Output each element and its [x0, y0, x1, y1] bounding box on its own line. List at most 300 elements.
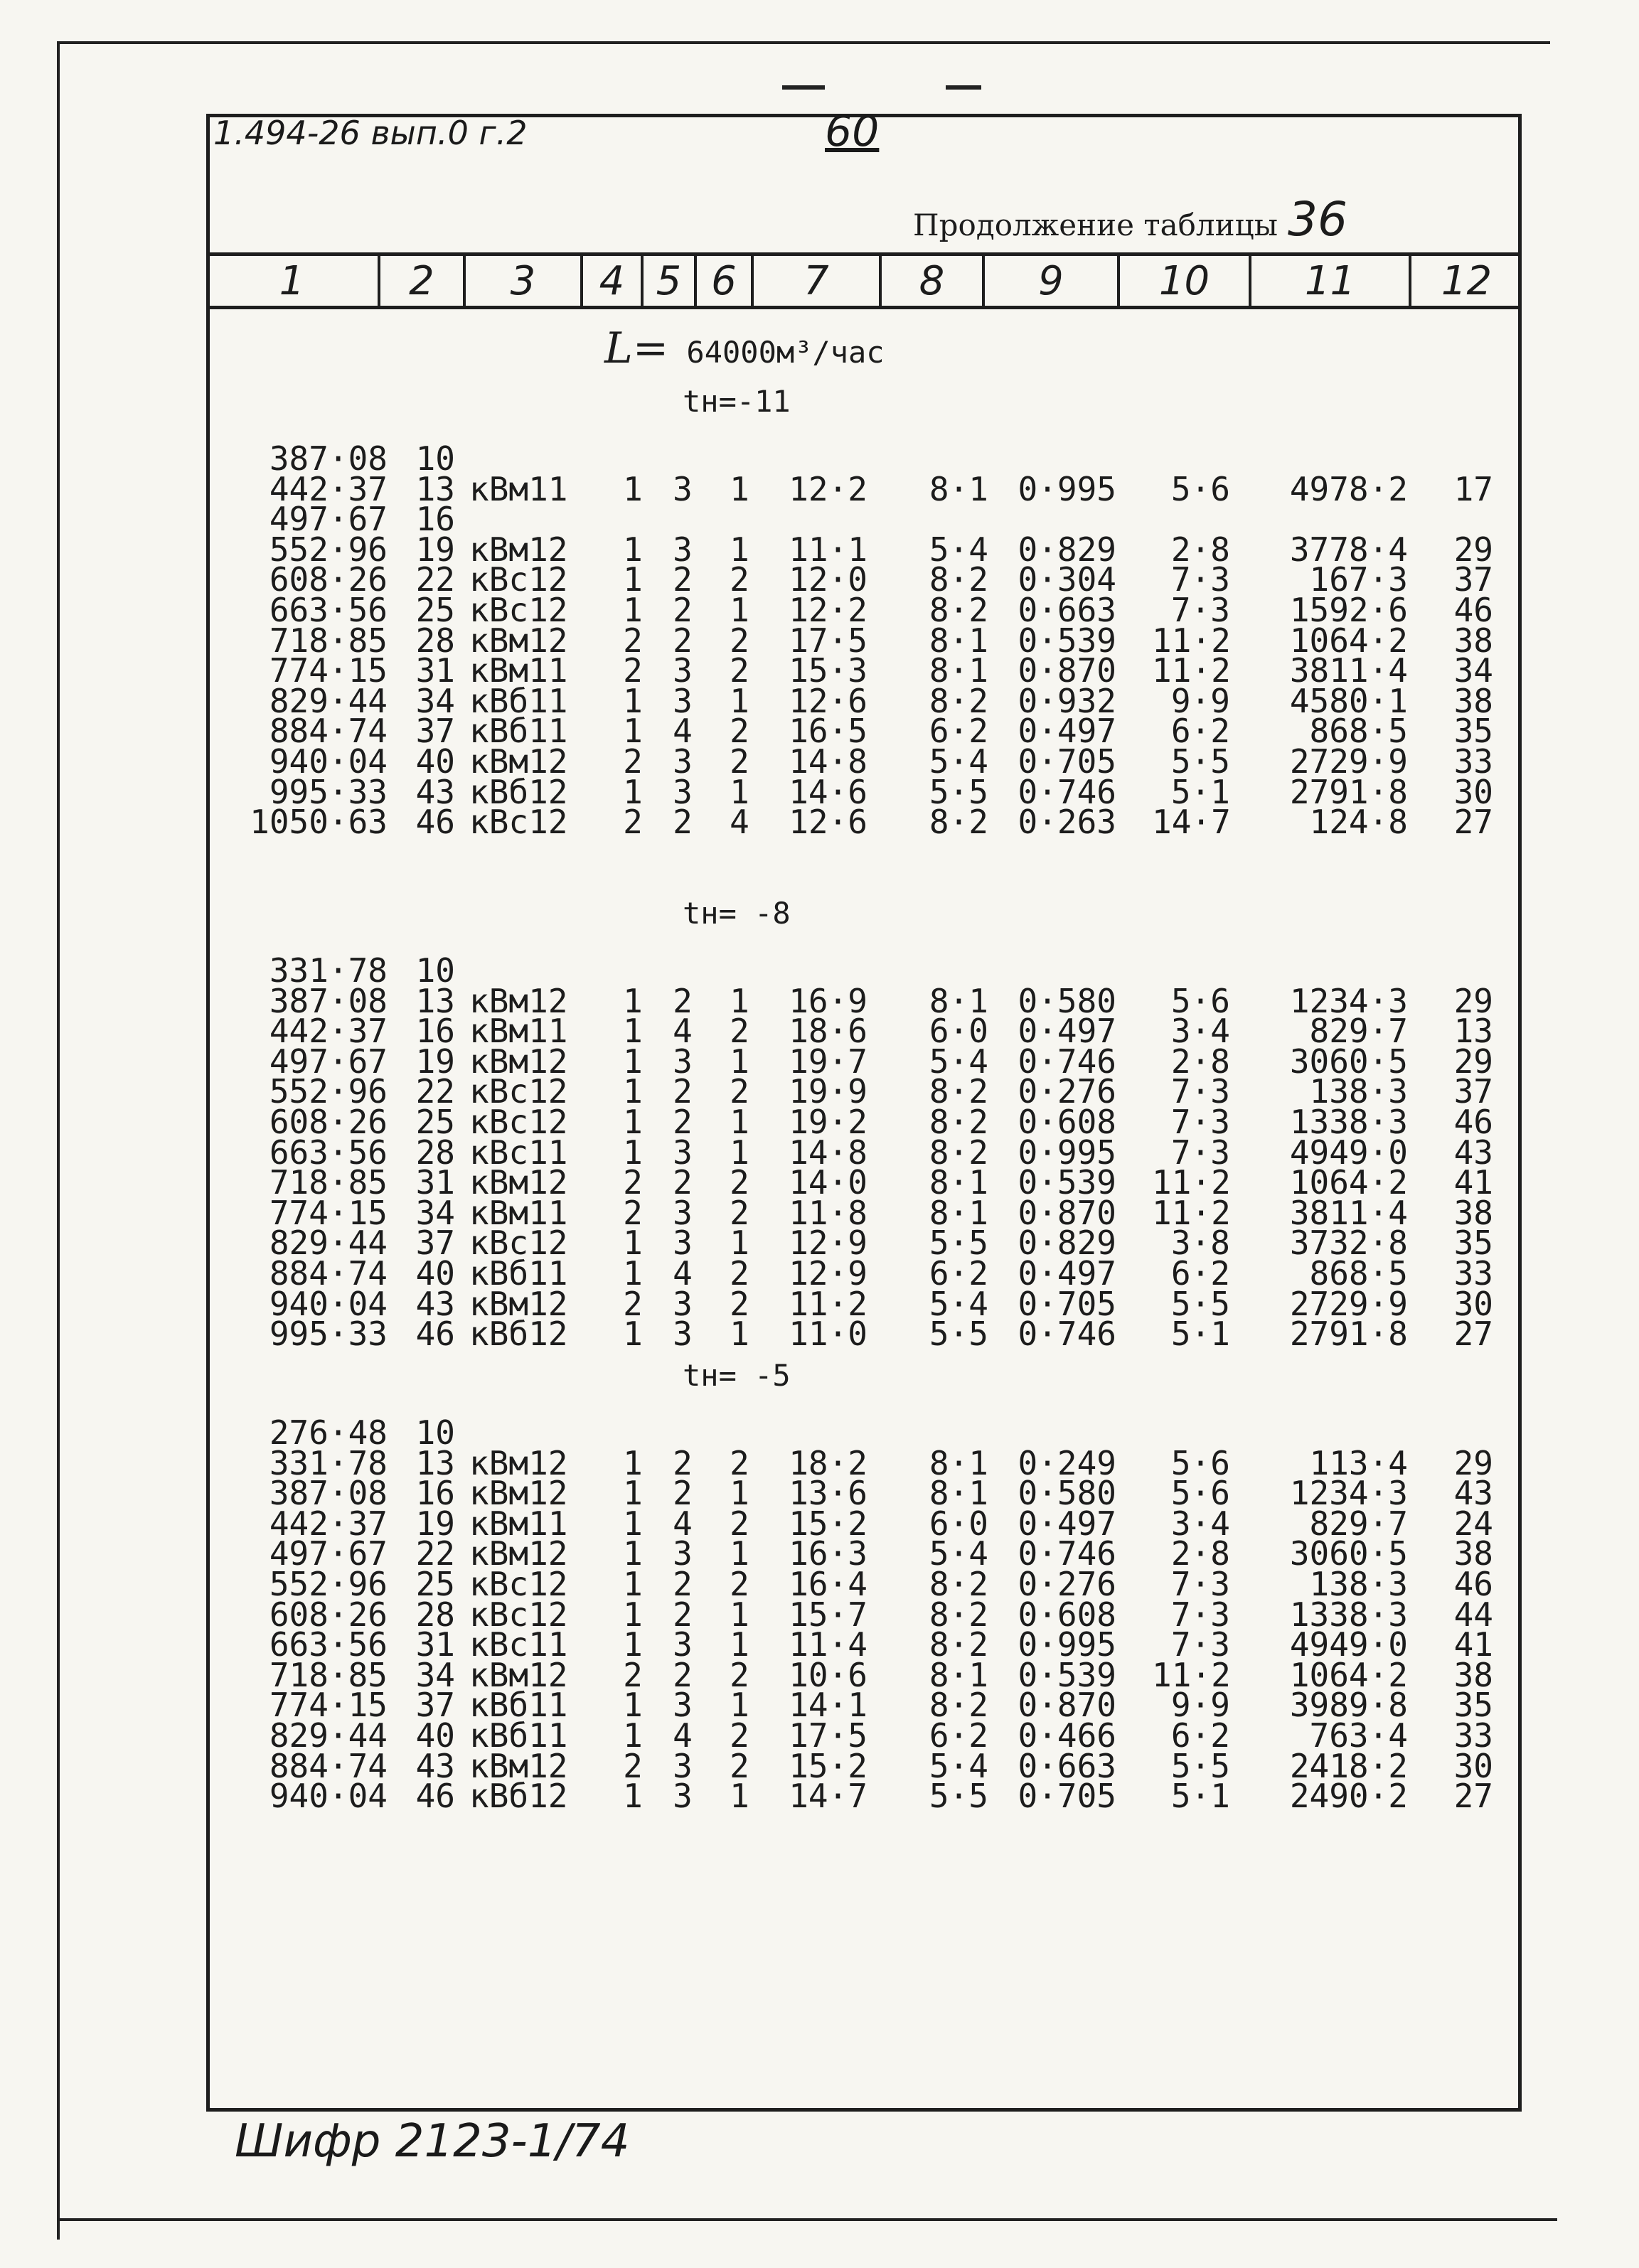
table-cell-col-8: 8·1	[929, 1474, 988, 1513]
table-cell-col-7: 13·6	[789, 1474, 867, 1513]
table-row	[0, 1534, 1639, 1573]
table-cell-col-1: 774·15	[269, 1193, 388, 1232]
table-cell-col-9: 0·304	[1018, 560, 1116, 599]
table-cell-col-9: 0·276	[1018, 1072, 1116, 1111]
table-cell-col-4: 2	[623, 621, 643, 660]
table-cell-col-5: 4	[673, 1716, 693, 1755]
table-cell-col-3: кВб11	[469, 1254, 568, 1293]
table-cell-col-1: 387·08	[269, 1474, 388, 1513]
table-cell-col-1: 829·44	[269, 1224, 388, 1263]
table-cell-col-8: 8·1	[929, 981, 988, 1020]
table-row	[0, 981, 1639, 1020]
table-cell-col-4: 2	[623, 1655, 643, 1694]
table-cell-col-2: 31	[415, 1163, 455, 1202]
table-cell-col-12: 38	[1453, 1534, 1493, 1573]
table-row	[0, 1686, 1639, 1725]
table-cell-col-2: 31	[415, 651, 455, 690]
table-cell-col-7: 12·6	[789, 803, 867, 842]
table-cell-col-11: 3060·5	[1289, 1534, 1408, 1573]
table-cell-col-2: 13	[415, 981, 455, 1020]
table-cell-col-6: 1	[730, 591, 749, 629]
table-cell-col-10: 3·4	[1170, 1504, 1230, 1543]
table-cell-col-2: 43	[415, 1284, 455, 1323]
table-row	[0, 1625, 1639, 1664]
table-cell-col-3: кВс11	[469, 1625, 568, 1664]
table-cell-col-4: 2	[623, 742, 643, 781]
table-row	[0, 651, 1639, 690]
table-cell-col-4: 1	[623, 560, 643, 599]
table-cell-col-6: 1	[730, 1686, 749, 1725]
table-cell-col-3: кВм12	[469, 1443, 568, 1482]
table-cell-col-4: 1	[623, 1103, 643, 1141]
table-cell-col-10: 5·1	[1170, 1315, 1230, 1354]
table-cell-col-3: кВм11	[469, 469, 568, 508]
table-row	[0, 1103, 1639, 1141]
table-cell-col-6: 2	[730, 1716, 749, 1755]
table-cell-col-4: 1	[623, 1042, 643, 1081]
table-cell-col-10: 7·3	[1170, 591, 1230, 629]
table-cell-col-11: 1064·2	[1289, 1163, 1408, 1202]
table-cell-col-8: 8·1	[929, 651, 988, 690]
table-cell-col-9: 0·932	[1018, 681, 1116, 720]
table-cell-col-3: кВм12	[469, 1746, 568, 1785]
table-cell-col-2: 28	[415, 621, 455, 660]
column-header-4: 4	[583, 256, 644, 306]
table-cell-col-8: 8·1	[929, 1443, 988, 1482]
table-cell-col-12: 30	[1453, 772, 1493, 811]
table-cell-col-7: 16·9	[789, 981, 867, 1020]
table-row	[0, 1777, 1639, 1816]
table-cell-col-10: 2·8	[1170, 1534, 1230, 1573]
column-header-11: 11	[1251, 256, 1411, 306]
table-cell-col-2: 28	[415, 1133, 455, 1172]
table-cell-col-10: 7·3	[1170, 1595, 1230, 1634]
table-row	[0, 469, 1639, 508]
table-row	[0, 1474, 1639, 1513]
table-cell-col-8: 5·4	[929, 1284, 988, 1323]
table-row	[0, 1012, 1639, 1051]
table-row	[0, 712, 1639, 751]
table-cell-col-2: 25	[415, 1103, 455, 1141]
table-cell-col-5: 3	[673, 1315, 693, 1354]
table-cell-col-5: 4	[673, 1504, 693, 1543]
table-cell-col-1: 940·04	[269, 742, 388, 781]
table-cell-col-11: 3811·4	[1289, 651, 1408, 690]
table-cell-col-9: 0·870	[1018, 1193, 1116, 1232]
table-cell-col-12: 37	[1453, 560, 1493, 599]
table-cell-col-9: 0·497	[1018, 1504, 1116, 1543]
table-cell-col-1: 884·74	[269, 1254, 388, 1293]
table-cell-col-6: 2	[730, 1443, 749, 1482]
table-cell-col-8: 8·2	[929, 1625, 988, 1664]
table-cell-col-9: 0·829	[1018, 530, 1116, 569]
table-cell-col-6: 2	[730, 1072, 749, 1111]
table-cell-col-2: 19	[415, 530, 455, 569]
table-cell-col-8: 8·2	[929, 681, 988, 720]
table-cell-col-10: 2·8	[1170, 1042, 1230, 1081]
table-cell-col-12: 43	[1453, 1474, 1493, 1513]
table-cell-col-2: 19	[415, 1042, 455, 1081]
table-cell-col-9: 0·746	[1018, 1042, 1116, 1081]
table-cell-col-5: 3	[673, 1777, 693, 1816]
table-cell-col-3: кВб11	[469, 1686, 568, 1725]
table-cell-col-7: 18·2	[789, 1443, 867, 1482]
column-header-7: 7	[754, 256, 882, 306]
section-title-temperature: tн= -8	[683, 896, 791, 931]
table-row	[0, 1655, 1639, 1694]
table-cell-col-10: 5·6	[1170, 469, 1230, 508]
table-cell-col-3: кВм12	[469, 1163, 568, 1202]
table-cell-col-1: 331·78	[269, 951, 388, 990]
table-header-row	[206, 252, 1522, 309]
table-cell-col-6: 1	[730, 469, 749, 508]
table-cell-col-8: 8·2	[929, 1072, 988, 1111]
table-cell-col-12: 44	[1453, 1595, 1493, 1634]
table-cell-col-2: 46	[415, 1777, 455, 1816]
table-cell-col-6: 2	[730, 1254, 749, 1293]
table-cell-col-7: 19·7	[789, 1042, 867, 1081]
table-cell-col-4: 1	[623, 1072, 643, 1111]
table-cell-col-7: 19·2	[789, 1103, 867, 1141]
table-cell-col-4: 2	[623, 1163, 643, 1202]
outer-border-top	[57, 41, 1550, 44]
table-cell-col-5: 2	[673, 981, 693, 1020]
table-cell-col-6: 2	[730, 1284, 749, 1323]
table-cell-col-12: 13	[1453, 1012, 1493, 1051]
table-cell-col-4: 1	[623, 1254, 643, 1293]
table-cell-col-11: 2791·8	[1289, 1315, 1408, 1354]
table-cell-col-9: 0·829	[1018, 1224, 1116, 1263]
table-cell-col-10: 5·6	[1170, 1474, 1230, 1513]
table-cell-col-4: 1	[623, 1625, 643, 1664]
table-cell-col-1: 497·67	[269, 1042, 388, 1081]
table-cell-col-2: 37	[415, 1686, 455, 1725]
table-cell-col-9: 0·466	[1018, 1716, 1116, 1755]
table-cell-col-5: 3	[673, 651, 693, 690]
table-cell-col-4: 1	[623, 1595, 643, 1634]
table-cell-col-1: 608·26	[269, 1595, 388, 1634]
table-cell-col-11: 3060·5	[1289, 1042, 1408, 1081]
table-cell-col-3: кВс12	[469, 1595, 568, 1634]
table-cell-col-6: 1	[730, 1224, 749, 1263]
table-cell-col-2: 34	[415, 681, 455, 720]
table-cell-col-12: 29	[1453, 1042, 1493, 1081]
top-dash	[782, 85, 825, 90]
table-cell-col-8: 5·4	[929, 530, 988, 569]
table-cell-col-11: 1338·3	[1289, 1595, 1408, 1634]
table-cell-col-2: 10	[415, 1413, 455, 1452]
table-number: 36	[1288, 192, 1347, 247]
table-cell-col-7: 14·8	[789, 1133, 867, 1172]
table-cell-col-1: 940·04	[269, 1284, 388, 1323]
table-cell-col-5: 3	[673, 1284, 693, 1323]
table-cell-col-4: 1	[623, 1133, 643, 1172]
table-cell-col-5: 3	[673, 1686, 693, 1725]
table-cell-col-4: 1	[623, 1686, 643, 1725]
table-cell-col-7: 12·0	[789, 560, 867, 599]
table-cell-col-5: 3	[673, 469, 693, 508]
table-cell-col-9: 0·539	[1018, 621, 1116, 660]
table-cell-col-12: 38	[1453, 681, 1493, 720]
airflow-formula	[604, 323, 885, 373]
table-cell-col-10: 11·2	[1152, 621, 1231, 660]
table-cell-col-5: 3	[673, 681, 693, 720]
table-cell-col-12: 30	[1453, 1284, 1493, 1323]
table-cell-col-5: 2	[673, 1655, 693, 1694]
table-cell-col-1: 608·26	[269, 560, 388, 599]
table-cell-col-7: 12·6	[789, 681, 867, 720]
table-cell-col-8: 8·2	[929, 1103, 988, 1141]
table-cell-col-8: 6·0	[929, 1504, 988, 1543]
table-cell-col-8: 5·5	[929, 772, 988, 811]
table-cell-col-10: 5·1	[1170, 772, 1230, 811]
table-row	[0, 1254, 1639, 1293]
table-cell-col-5: 3	[673, 1534, 693, 1573]
table-cell-col-6: 2	[730, 712, 749, 751]
table-cell-col-9: 0·995	[1018, 1133, 1116, 1172]
table-cell-col-4: 1	[623, 1315, 643, 1354]
outer-border-bottom	[57, 2218, 1557, 2221]
column-header-10: 10	[1120, 256, 1251, 306]
table-cell-col-6: 2	[730, 1012, 749, 1051]
table-cell-col-9: 0·539	[1018, 1163, 1116, 1202]
table-cell-col-7: 16·3	[789, 1534, 867, 1573]
table-cell-col-2: 28	[415, 1595, 455, 1634]
table-cell-col-9: 0·580	[1018, 1474, 1116, 1513]
table-cell-col-4: 2	[623, 803, 643, 842]
table-cell-col-6: 1	[730, 530, 749, 569]
table-cell-col-1: 552·96	[269, 1072, 388, 1111]
table-cell-col-1: 387·08	[269, 981, 388, 1020]
table-cell-col-1: 276·48	[269, 1413, 388, 1452]
table-cell-col-4: 2	[623, 1746, 643, 1785]
table-row	[0, 1315, 1639, 1354]
table-cell-col-12: 29	[1453, 981, 1493, 1020]
table-cell-col-5: 3	[673, 1224, 693, 1263]
table-cell-col-4: 1	[623, 1443, 643, 1482]
table-cell-col-9: 0·608	[1018, 1103, 1116, 1141]
table-cell-col-5: 2	[673, 560, 693, 599]
table-cell-col-12: 27	[1453, 1315, 1493, 1354]
table-cell-col-12: 33	[1453, 1716, 1493, 1755]
table-cell-col-12: 29	[1453, 530, 1493, 569]
table-cell-col-7: 14·8	[789, 742, 867, 781]
table-cell-col-11: 2791·8	[1289, 772, 1408, 811]
table-cell-col-11: 113·4	[1309, 1443, 1408, 1482]
table-row	[0, 1504, 1639, 1543]
table-cell-col-5: 2	[673, 591, 693, 629]
table-cell-col-6: 1	[730, 1474, 749, 1513]
table-cell-col-2: 25	[415, 591, 455, 629]
table-cell-col-6: 1	[730, 1042, 749, 1081]
table-cell-col-8: 8·1	[929, 1655, 988, 1694]
table-cell-col-1: 552·96	[269, 530, 388, 569]
table-cell-col-10: 9·9	[1170, 1686, 1230, 1725]
table-cell-col-10: 7·3	[1170, 1103, 1230, 1141]
table-cell-col-5: 4	[673, 712, 693, 751]
table-cell-col-12: 35	[1453, 1224, 1493, 1263]
table-cell-col-8: 8·2	[929, 1133, 988, 1172]
table-cell-col-12: 17	[1453, 469, 1493, 508]
table-cell-col-12: 38	[1453, 1193, 1493, 1232]
table-cell-col-1: 663·56	[269, 1625, 388, 1664]
table-cell-col-9: 0·497	[1018, 1254, 1116, 1293]
table-cell-col-1: 442·37	[269, 1504, 388, 1543]
table-cell-col-12: 43	[1453, 1133, 1493, 1172]
table-cell-col-3: кВс12	[469, 560, 568, 599]
table-cell-col-4: 1	[623, 772, 643, 811]
table-cell-col-10: 5·6	[1170, 981, 1230, 1020]
table-cell-col-7: 11·8	[789, 1193, 867, 1232]
column-header-8: 8	[882, 256, 985, 306]
table-cell-col-11: 3811·4	[1289, 1193, 1408, 1232]
table-cell-col-5: 4	[673, 1254, 693, 1293]
table-cell-col-11: 1338·3	[1289, 1103, 1408, 1141]
table-cell-col-8: 5·5	[929, 1224, 988, 1263]
table-cell-col-3: кВб12	[469, 1777, 568, 1816]
table-cell-col-5: 2	[673, 1595, 693, 1634]
table-cell-col-5: 2	[673, 1443, 693, 1482]
table-cell-col-11: 3732·8	[1289, 1224, 1408, 1263]
page-number: 60	[825, 107, 880, 156]
table-cell-col-10: 7·3	[1170, 560, 1230, 599]
section-title-temperature: tн=-11	[683, 384, 791, 419]
table-cell-col-6: 2	[730, 1655, 749, 1694]
table-cell-col-3: кВм12	[469, 621, 568, 660]
table-row	[0, 772, 1639, 811]
table-cell-col-9: 0·746	[1018, 1534, 1116, 1573]
table-cell-col-7: 11·2	[789, 1284, 867, 1323]
table-cell-col-2: 25	[415, 1565, 455, 1603]
table-cell-col-7: 14·7	[789, 1777, 867, 1816]
table-cell-col-10: 5·5	[1170, 1284, 1230, 1323]
table-cell-col-7: 14·6	[789, 772, 867, 811]
table-cell-col-4: 1	[623, 1012, 643, 1051]
table-cell-col-5: 3	[673, 1746, 693, 1785]
table-row	[0, 803, 1639, 842]
table-cell-col-10: 7·3	[1170, 1565, 1230, 1603]
table-cell-col-1: 663·56	[269, 591, 388, 629]
table-cell-col-5: 2	[673, 1163, 693, 1202]
table-cell-col-1: 497·67	[269, 1534, 388, 1573]
table-cell-col-6: 2	[730, 560, 749, 599]
table-row	[0, 1284, 1639, 1323]
table-cell-col-11: 829·7	[1309, 1504, 1408, 1543]
table-cell-col-4: 2	[623, 651, 643, 690]
table-cell-col-4: 1	[623, 1565, 643, 1603]
table-cell-col-12: 38	[1453, 1655, 1493, 1694]
table-cell-col-6: 1	[730, 681, 749, 720]
table-cell-col-2: 43	[415, 1746, 455, 1785]
table-cell-col-12: 37	[1453, 1072, 1493, 1111]
table-cell-col-11: 868·5	[1309, 1254, 1408, 1293]
table-cell-col-3: кВб12	[469, 772, 568, 811]
table-cell-col-6: 2	[730, 742, 749, 781]
table-cell-col-11: 1592·6	[1289, 591, 1408, 629]
table-cell-col-1: 608·26	[269, 1103, 388, 1141]
table-cell-col-11: 138·3	[1309, 1565, 1408, 1603]
table-cell-col-9: 0·870	[1018, 1686, 1116, 1725]
continuation-caption	[913, 192, 1347, 247]
table-cell-col-5: 3	[673, 742, 693, 781]
table-cell-col-11: 3778·4	[1289, 530, 1408, 569]
table-cell-col-2: 16	[415, 1012, 455, 1051]
table-cell-col-3: кВс12	[469, 803, 568, 842]
table-cell-col-4: 1	[623, 981, 643, 1020]
table-cell-col-8: 5·4	[929, 1042, 988, 1081]
table-cell-col-10: 5·1	[1170, 1777, 1230, 1816]
table-cell-col-3: кВм12	[469, 1042, 568, 1081]
table-cell-col-5: 3	[673, 1042, 693, 1081]
table-row	[0, 1133, 1639, 1172]
table-row	[0, 1224, 1639, 1263]
table-row	[0, 1746, 1639, 1785]
column-header-9: 9	[985, 256, 1120, 306]
table-cell-col-7: 12·2	[789, 591, 867, 629]
table-cell-col-7: 16·4	[789, 1565, 867, 1603]
table-cell-col-2: 37	[415, 712, 455, 751]
table-cell-col-4: 1	[623, 1224, 643, 1263]
table-cell-col-6: 1	[730, 1133, 749, 1172]
table-cell-col-1: 387·08	[269, 439, 388, 478]
table-cell-col-8: 5·5	[929, 1315, 988, 1354]
table-cell-col-2: 43	[415, 772, 455, 811]
table-cell-col-8: 6·2	[929, 1716, 988, 1755]
table-cell-col-9: 0·580	[1018, 981, 1116, 1020]
table-cell-col-3: кВм11	[469, 1193, 568, 1232]
table-cell-col-2: 19	[415, 1504, 455, 1543]
table-cell-col-12: 29	[1453, 1443, 1493, 1482]
table-cell-col-5: 3	[673, 1625, 693, 1664]
table-cell-col-7: 19·9	[789, 1072, 867, 1111]
table-cell-col-8: 8·1	[929, 1163, 988, 1202]
table-cell-col-9: 0·663	[1018, 1746, 1116, 1785]
table-cell-col-10: 5·5	[1170, 1746, 1230, 1785]
table-cell-col-5: 2	[673, 1474, 693, 1513]
table-cell-col-12: 34	[1453, 651, 1493, 690]
table-row	[0, 1163, 1639, 1202]
table-cell-col-8: 8·1	[929, 1193, 988, 1232]
table-cell-col-6: 1	[730, 981, 749, 1020]
table-row	[0, 1042, 1639, 1081]
table-cell-col-4: 1	[623, 530, 643, 569]
table-cell-col-10: 7·3	[1170, 1072, 1230, 1111]
table-cell-col-2: 22	[415, 1534, 455, 1573]
table-cell-col-7: 14·1	[789, 1686, 867, 1725]
table-cell-col-10: 3·8	[1170, 1224, 1230, 1263]
table-cell-col-7: 15·2	[789, 1504, 867, 1543]
table-cell-col-11: 4580·1	[1289, 681, 1408, 720]
table-cell-col-9: 0·995	[1018, 469, 1116, 508]
table-cell-col-9: 0·995	[1018, 1625, 1116, 1664]
table-cell-col-3: кВс12	[469, 1103, 568, 1141]
table-cell-col-7: 12·9	[789, 1224, 867, 1263]
table-cell-col-4: 2	[623, 1284, 643, 1323]
table-cell-col-6: 1	[730, 1315, 749, 1354]
table-cell-col-7: 12·9	[789, 1254, 867, 1293]
table-cell-col-7: 15·3	[789, 651, 867, 690]
table-cell-col-9: 0·249	[1018, 1443, 1116, 1482]
table-cell-col-3: кВб11	[469, 1716, 568, 1755]
table-cell-col-11: 1234·3	[1289, 1474, 1408, 1513]
table-cell-col-12: 24	[1453, 1504, 1493, 1543]
table-cell-col-2: 16	[415, 1474, 455, 1513]
airflow-value: 64000м³/час	[686, 335, 885, 370]
table-cell-col-1: 331·78	[269, 1443, 388, 1482]
table-cell-col-11: 167·3	[1309, 560, 1408, 599]
table-cell-col-3: кВс11	[469, 1133, 568, 1172]
table-cell-col-9: 0·705	[1018, 742, 1116, 781]
